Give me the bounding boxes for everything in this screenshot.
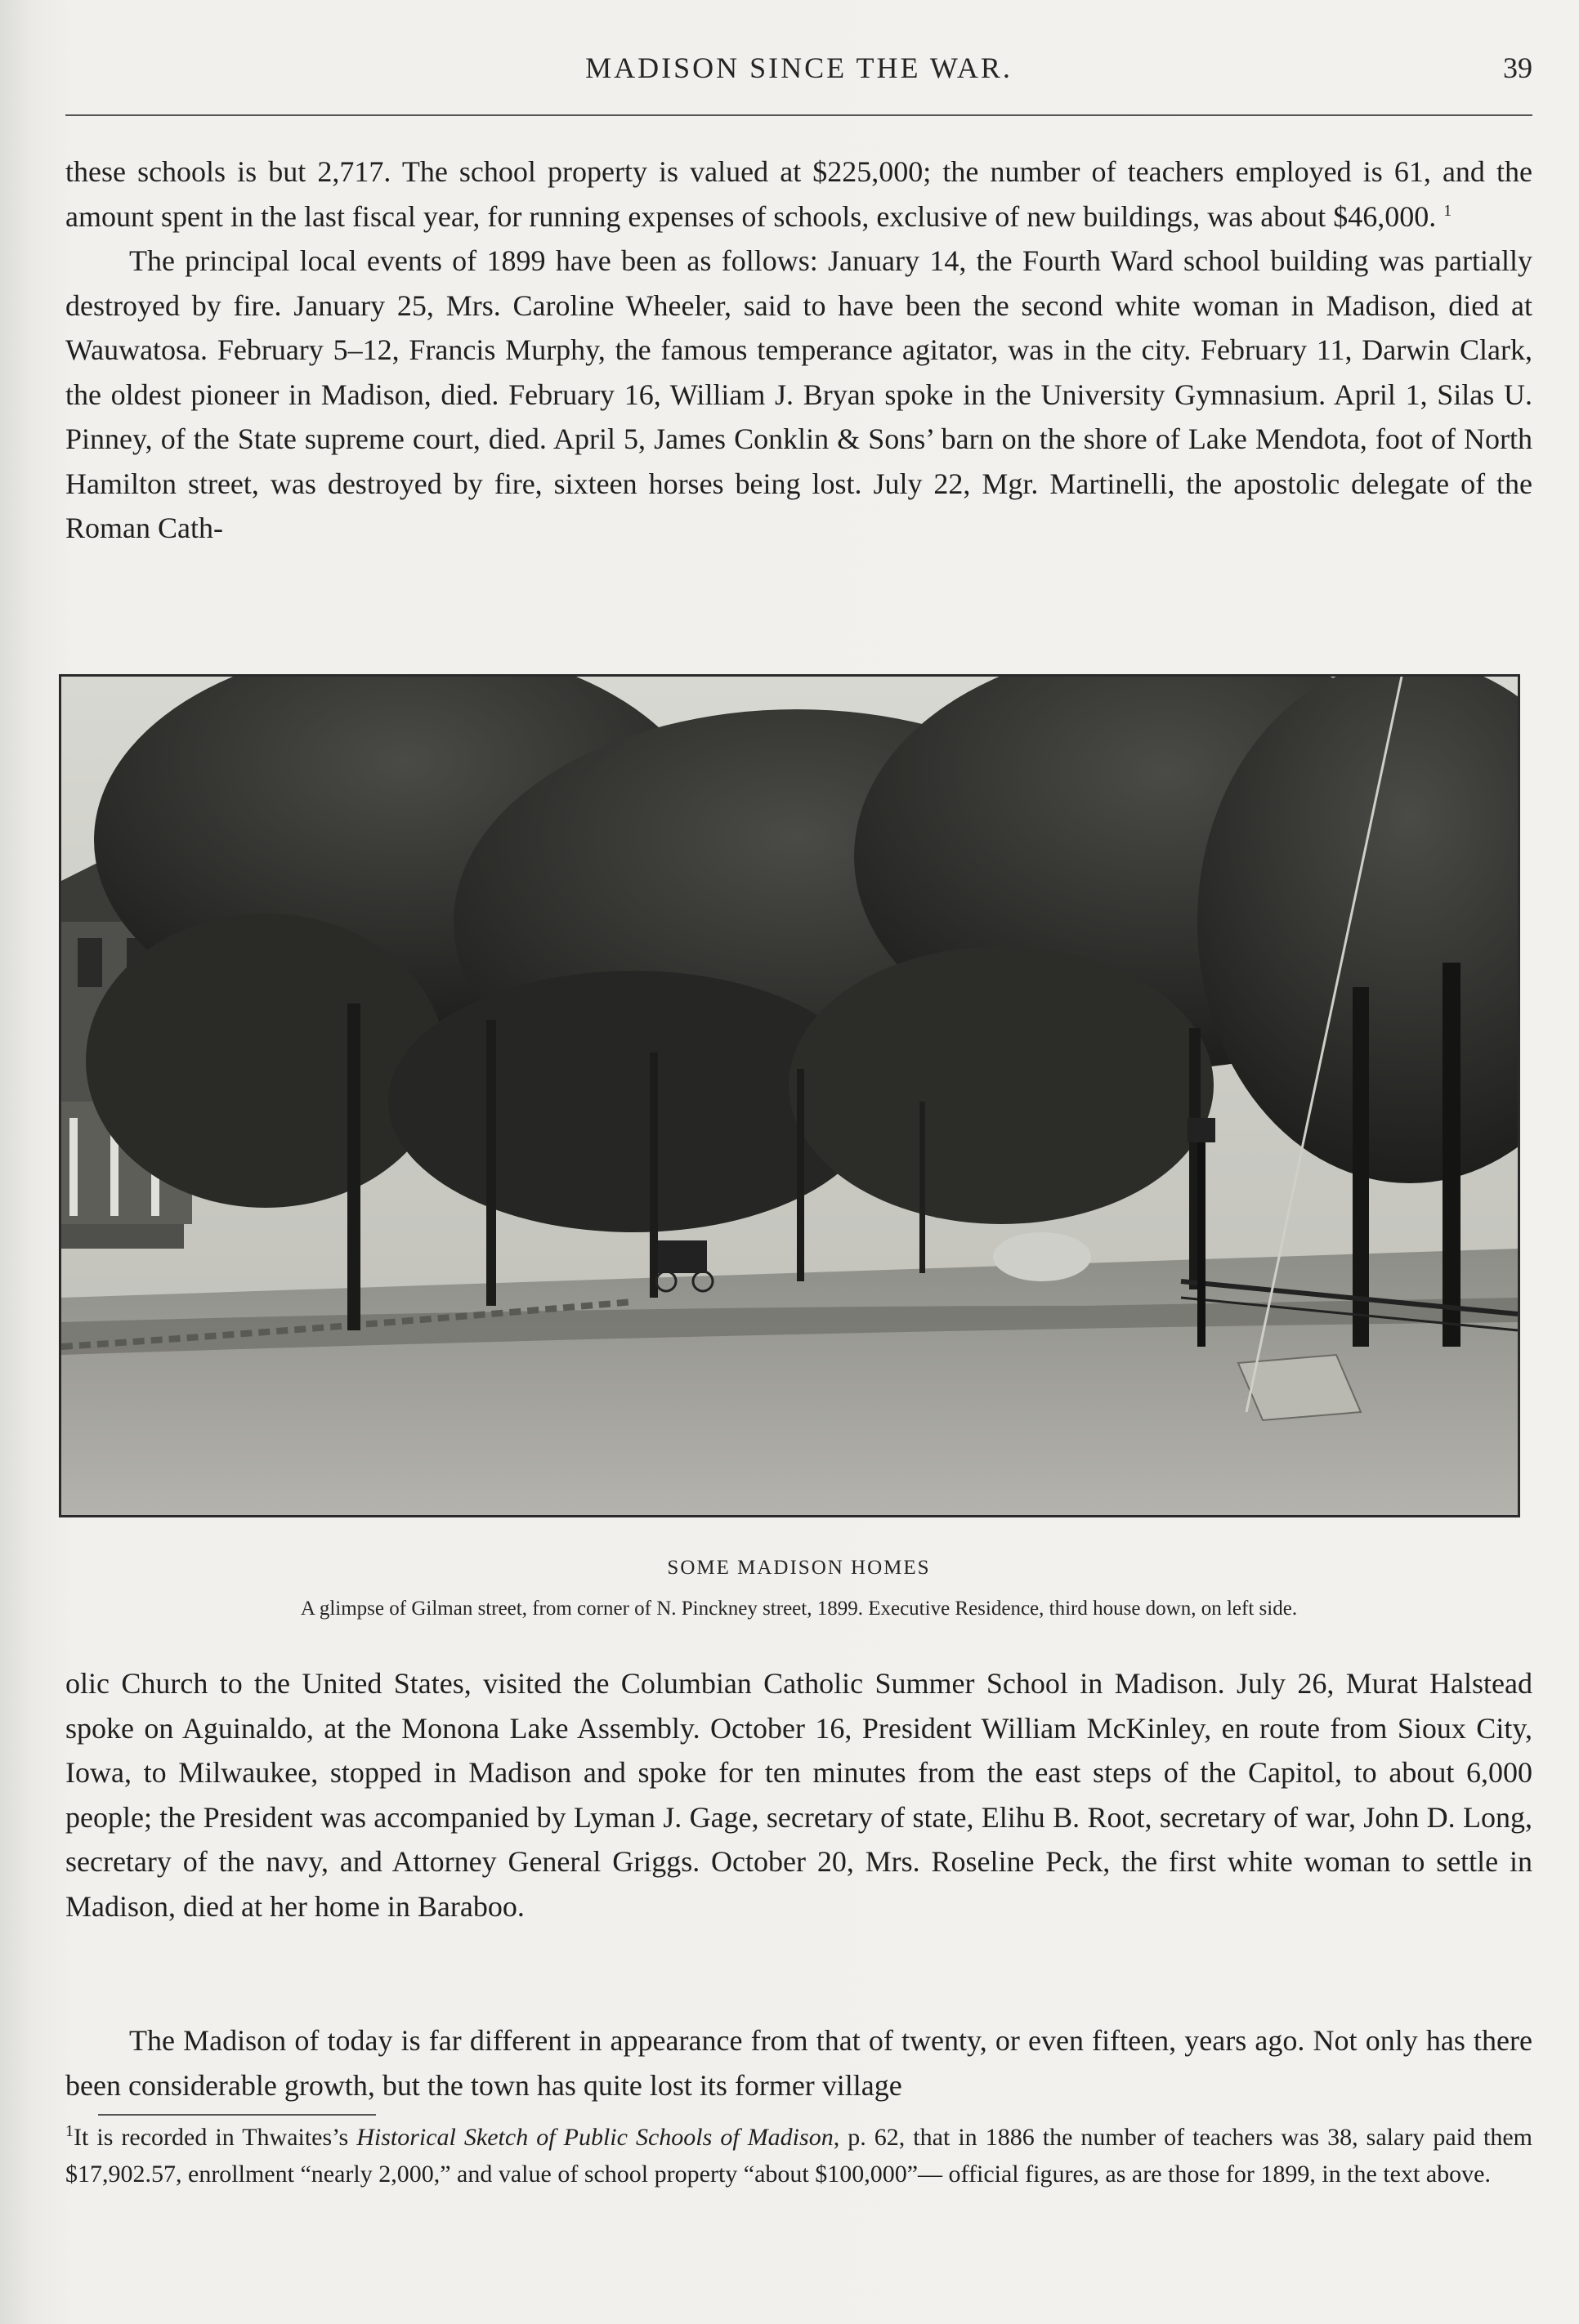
page-number: 39 (1503, 51, 1532, 84)
footnote (65, 2119, 1532, 2192)
street-photograph (59, 674, 1520, 1517)
photo-illustration (61, 677, 1518, 1515)
top-text-block (65, 150, 1532, 551)
paragraph-events-continued: olic Church to the United States, visited the Columbian Catholic Summer School in Madison. July 26, Murat Halstead spoke on Aguinaldo, at the Monona Lake Assembly. October 16, President William McKinley, en route from Sioux City, Iowa, to Milwaukee, stopped in Madison and spoke for ten minutes from the east steps of the Capitol, to about 6,000 people; the President was accompanied by Lyman J. Gage, secretary of state, Elihu B. Root, secretary of war, John D. Long, secretary of the navy, and Attorney General Griggs. October 20, Mrs. Roseline Peck, the first white woman to settle in Madison, died at her home in Baraboo. (65, 1667, 1532, 1923)
running-title: MADISON SINCE THE WAR. (585, 51, 1013, 84)
footnote-rule (98, 2114, 376, 2116)
header-rule (65, 114, 1532, 116)
paragraph-text: these schools is but 2,717. The school property is valued at $225,000; the number of teachers employed is 61, and the amount spent in the last fiscal year, for running expenses of schools, exclusive of new buildings, was about $46,000. (65, 155, 1532, 233)
closing-text-block (65, 2018, 1532, 2107)
footnote-text-before: It is recorded in Thwaites’s (74, 2124, 357, 2151)
paragraph-madison-today: The Madison of today is far different in appearance from that of twenty, or even fifteen, years ago. Not only has there been considerable growth, but the town has quite lost its former village (65, 2024, 1532, 2102)
paragraph-events-1899: The principal local events of 1899 have been as follows: January 14, the Fourth Ward school building was partially destroyed by fire. January 25, Mrs. Caroline Wheeler, said to have been the second white woman in Madison, died at Wauwatosa. February 5–12, Francis Murphy, the famous temperance agitator, was in the city. February 11, Darwin Clark, the oldest pioneer in Madison, died. February 16, William J. Bryan spoke in the University Gymnasium. April 1, Silas U. Pinney, of the State supreme court, died. April 5, James Conklin & Sons’ barn on the shore of Lake Mendota, foot of North Hamilton street, was destroyed by fire, sixteen horses being lost. July 22, Mgr. Martinelli, the apostolic delegate of the Roman Cath- (65, 244, 1532, 544)
running-head (65, 51, 1532, 92)
footnote-reference: 1 (1443, 201, 1452, 220)
footnote-mark: 1 (65, 2122, 74, 2140)
photo-caption: A glimpse of Gilman street, from corner of N. Pinckney street, 1899. Executive Residence, third house down, on left side. (300, 1598, 1298, 1620)
photo-title: SOME MADISON HOMES (667, 1557, 931, 1579)
bottom-text-block (65, 1661, 1532, 1928)
footnote-book-title: Historical Sketch of Public Schools of Madison (356, 2124, 834, 2151)
paragraph-school-stats (65, 150, 1532, 239)
footnote-text-after: , p. 62, that in 1886 the number of teachers was 38, salary paid them $17,902.57, enrollment “nearly 2,000,” and value of school property “about $100,000”— official figures, as are those for 1899, in the text above. (65, 2124, 1532, 2188)
